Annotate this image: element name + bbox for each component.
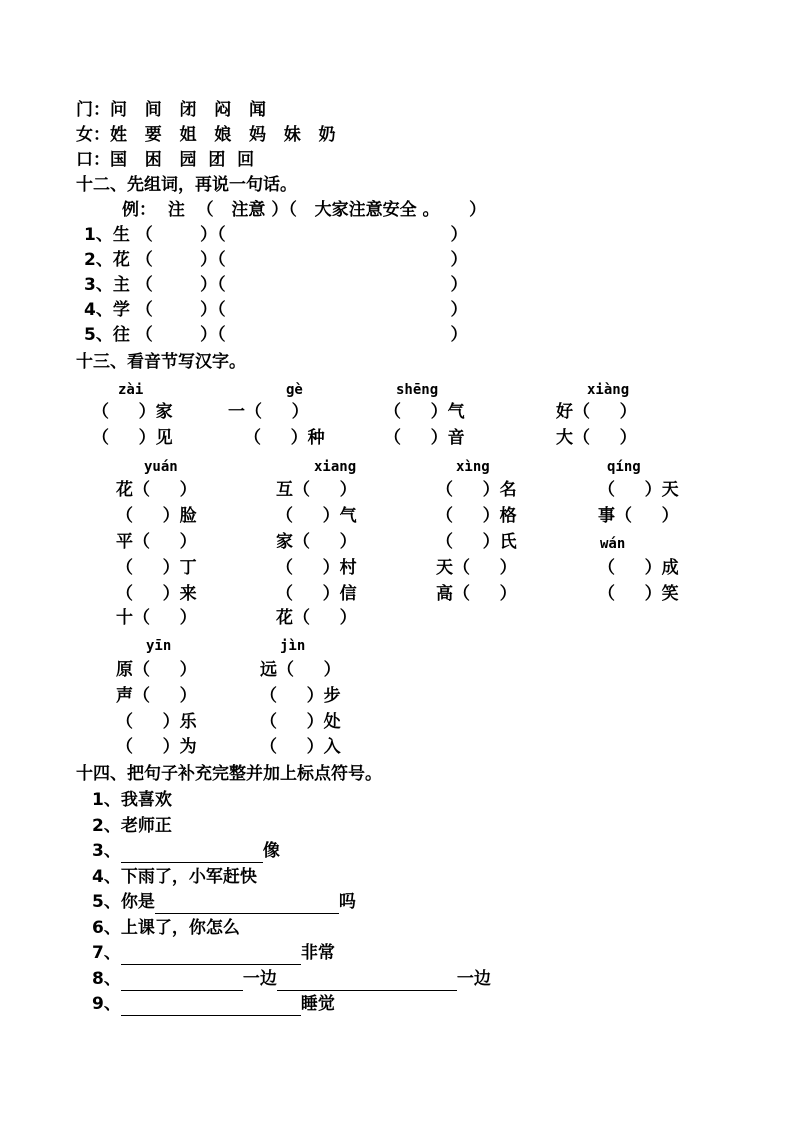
fill-cell: （ ）氏 (436, 532, 517, 552)
fill-cell: （ ）脸 (116, 506, 197, 526)
sentence-item (92, 839, 280, 863)
pinyin-label: zài (118, 382, 144, 398)
fill-cell: 原（ ） (116, 660, 197, 680)
fill-cell: 好（ ） (556, 402, 637, 422)
sentence-item (92, 865, 257, 889)
sentence-text: 上课了，你怎么 (120, 917, 240, 938)
radical-line-men: 门：问 间 闭 闷 闻 (76, 100, 267, 120)
sentence-text: 非常 (300, 943, 335, 963)
pinyin-label: yīn (146, 638, 172, 654)
sentence-item (92, 992, 335, 1016)
fill-cell: （ ）天 (598, 480, 679, 500)
radical-line-nv: 女：姓 要 姐 娘 妈 妹 奶 (76, 125, 336, 145)
sentence-text: 吗 (338, 892, 356, 912)
pinyin-label: shēng (396, 382, 439, 398)
pinyin-label: xiàng (587, 382, 630, 398)
fill-cell: 大（ ） (556, 428, 637, 448)
fill-cell: （ ）乐 (116, 712, 197, 732)
answer-blank[interactable] (277, 972, 457, 991)
fill-cell: （ ）名 (436, 480, 517, 500)
sentence-text: 一边 (456, 968, 491, 989)
fill-cell: （ ）丁 (116, 558, 197, 578)
fill-cell: （ ）信 (276, 584, 357, 604)
section-12-item: 4、学 （ ）（ ） (84, 300, 468, 320)
sentence-text: 睡觉 (300, 994, 335, 1014)
sentence-text: 老师正 (120, 815, 172, 836)
fill-cell: （ ）成 (598, 558, 679, 578)
answer-blank[interactable] (121, 972, 243, 991)
fill-cell: 天（ ） (436, 558, 517, 578)
fill-cell: 一（ ） (228, 402, 309, 422)
fill-cell: （ ）步 (260, 686, 341, 706)
fill-cell: （ ）音 (384, 428, 465, 448)
section-12-example: 例： 注 （ 注意 ）（ 大家注意安全 。 ） (122, 200, 487, 220)
sentence-item (92, 814, 172, 838)
sentence-number: 3、 (92, 841, 121, 861)
sentence-number: 7、 (92, 943, 121, 963)
fill-cell: （ ）处 (260, 712, 341, 732)
fill-cell: （ ）格 (436, 506, 517, 526)
fill-cell: 家（ ） (276, 532, 357, 552)
section-14-title: 十四、把句子补充完整并加上标点符号。 (76, 764, 382, 784)
sentence-number: 1、 (92, 790, 121, 810)
fill-cell: 声（ ） (116, 686, 197, 706)
pinyin-label: yuán (144, 459, 178, 475)
fill-cell: （ ）村 (276, 558, 357, 578)
sentence-text: 像 (262, 841, 280, 861)
section-13-title: 十三、看音节写汉字。 (76, 352, 246, 372)
sentence-number: 2、 (92, 815, 121, 836)
section-12-title: 十二、先组词，再说一句话。 (76, 175, 297, 195)
sentence-number: 6、 (92, 917, 121, 938)
answer-blank[interactable] (121, 997, 301, 1016)
answer-blank[interactable] (121, 946, 301, 965)
sentence-text: 你是 (120, 892, 155, 912)
fill-cell: （ ）种 (244, 428, 325, 448)
pinyin-label: wán (600, 536, 626, 552)
fill-cell: 高（ ） (436, 584, 517, 604)
section-12-item: 2、花 （ ）（ ） (84, 250, 468, 270)
fill-cell: 平（ ） (116, 532, 197, 552)
sentence-item (92, 941, 335, 965)
fill-cell: （ ）为 (116, 737, 197, 757)
fill-cell: 远（ ） (260, 660, 341, 680)
fill-cell: （ ）家 (92, 402, 173, 422)
fill-cell: 花（ ） (116, 480, 197, 500)
section-12-item: 1、生 （ ）（ ） (84, 225, 468, 245)
sentence-text: 下雨了，小军赶快 (120, 866, 257, 887)
sentence-text: 一边 (242, 968, 277, 989)
sentence-number: 5、 (92, 892, 121, 912)
fill-cell: （ ）入 (260, 737, 341, 757)
pinyin-label: jìn (280, 638, 306, 654)
fill-cell: （ ）气 (384, 402, 465, 422)
fill-cell: （ ）气 (276, 506, 357, 526)
pinyin-label: qíng (607, 459, 641, 475)
fill-cell: （ ）见 (92, 428, 173, 448)
fill-cell: 花（ ） (276, 608, 357, 628)
answer-blank[interactable] (155, 895, 339, 914)
fill-cell: 十（ ） (116, 608, 197, 628)
sentence-number: 4、 (92, 866, 121, 887)
radical-line-kou: 口：国 困 园 团 回 (76, 150, 255, 170)
fill-cell: （ ）来 (116, 584, 197, 604)
fill-cell: 事（ ） (598, 506, 679, 526)
sentence-item (92, 916, 240, 940)
pinyin-label: gè (286, 382, 303, 398)
section-12-item: 5、往 （ ）（ ） (84, 325, 468, 345)
sentence-number: 8、 (92, 968, 121, 989)
sentence-number: 9、 (92, 994, 121, 1014)
pinyin-label: xiang (314, 459, 357, 475)
fill-cell: 互（ ） (276, 480, 357, 500)
section-12-item: 3、主 （ ）（ ） (84, 275, 468, 295)
answer-blank[interactable] (121, 844, 263, 863)
sentence-item (92, 890, 356, 914)
sentence-item (92, 967, 491, 991)
sentence-text: 我喜欢 (120, 790, 172, 810)
fill-cell: （ ）笑 (598, 584, 679, 604)
pinyin-label: xìng (456, 459, 490, 475)
sentence-item (92, 788, 172, 812)
